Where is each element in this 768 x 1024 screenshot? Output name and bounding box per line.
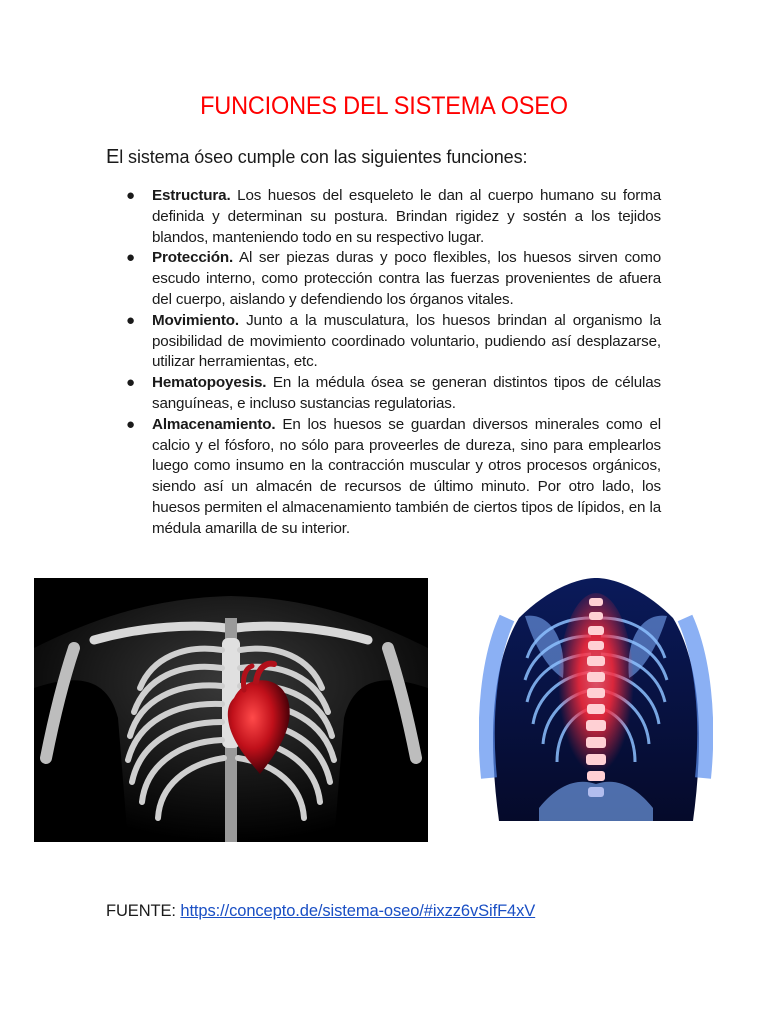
ribcage-with-heart-image	[34, 578, 428, 842]
page-title: FUNCIONES DEL SISTEMA OSEO	[200, 92, 568, 120]
function-term: Estructura.	[152, 187, 231, 204]
source-link[interactable]: https://concepto.de/sistema-oseo/#ixzz6vSifF4xV	[180, 902, 536, 920]
bullet-icon: ●	[126, 187, 135, 204]
back-spine-highlight-image	[479, 578, 713, 821]
spine-illustration	[479, 578, 713, 821]
function-term: Almacenamiento.	[152, 415, 276, 433]
function-text: Los huesos del esqueleto le dan al cuerpo humano su forma definida y determinan su postura. Brindan rigidez y sostén a los tejidos blandos, manteniendo todo en su respectivo lugar.	[152, 187, 661, 246]
bullet-icon: ●	[126, 249, 135, 267]
function-text: Al ser piezas duras y poco flexibles, los huesos sirven como escudo interno, como protección contra las fuerzas provenientes de afuera del cuerpo, aislando y defendiendo los órganos vitales.	[152, 249, 661, 308]
function-term: Protección.	[152, 249, 234, 267]
function-term: Hematopoyesis.	[152, 374, 267, 392]
function-item-estructura	[106, 186, 661, 248]
function-item-proteccion	[106, 248, 661, 310]
intro-text: l sistema óseo cumple con las siguientes funciones:	[119, 147, 528, 167]
function-term: Movimiento.	[152, 311, 239, 329]
function-text: En la médula ósea se generan distintos tipos de células sanguíneas, e incluso sustancias regulatorias.	[152, 374, 661, 412]
intro-first-letter: E	[106, 146, 120, 168]
function-text: En los huesos se guardan diversos minerales como el calcio y el fósforo, no sólo para proveerles de dureza, sino para emplearlos luego como insumo en la contracción muscular y otros procesos orgánicos, siendo así un almacén de recursos de último minuto. Por otro lado, los huesos permiten el almacenamiento también de ciertos tipos de lípidos, en la médula amarilla de su interior.	[152, 415, 661, 537]
functions-list	[106, 186, 661, 540]
intro-paragraph	[106, 146, 666, 169]
function-item-movimiento	[106, 311, 661, 373]
source-label: FUENTE:	[106, 902, 181, 920]
bullet-icon: ●	[126, 374, 135, 392]
bullet-icon: ●	[126, 311, 135, 329]
function-text: Junto a la musculatura, los huesos brindan al organismo la posibilidad de movimiento coordinado voluntario, pudiendo así desplazarse, utilizar herramientas, etc.	[152, 311, 661, 371]
source-line	[106, 902, 535, 921]
ribcage-illustration	[34, 578, 428, 842]
bullet-icon: ●	[126, 415, 135, 433]
function-item-hematopoyesis	[106, 373, 661, 415]
function-item-almacenamiento	[106, 415, 661, 540]
